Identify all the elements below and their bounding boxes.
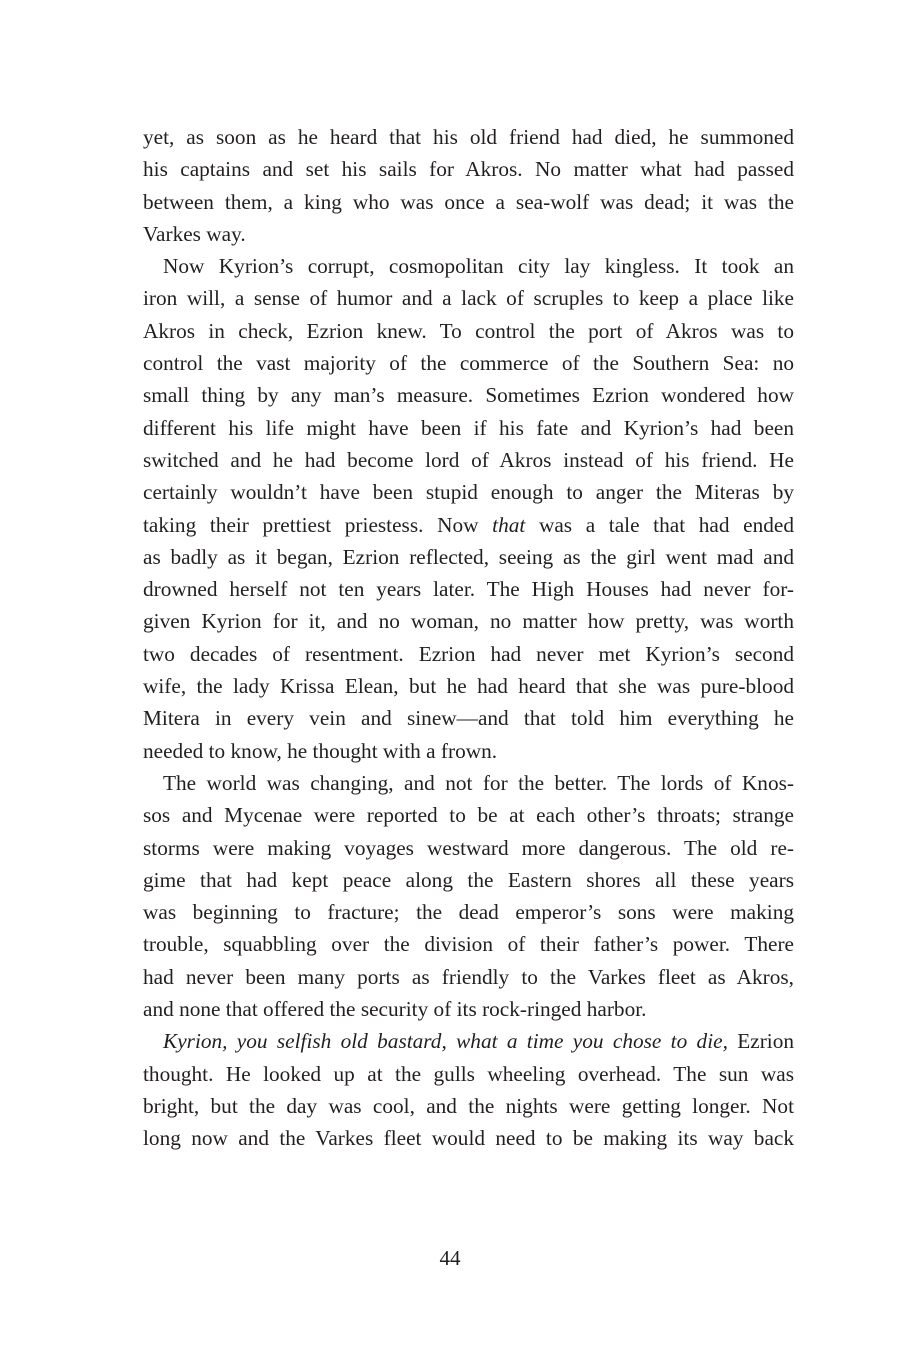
text-line	[143, 605, 794, 637]
text-line	[143, 1090, 794, 1122]
body-text	[143, 121, 794, 1155]
text-run: drowned herself not ten years later. The High Houses had never for-	[143, 577, 794, 602]
text-run: had never been many ports as friendly to the Varkes fleet as Akros,	[143, 964, 794, 989]
text-run: different his life might have been if his fate and Kyrion’s had been	[143, 415, 794, 440]
text-run: was beginning to fracture; the dead emperor’s sons were making	[143, 900, 794, 925]
text-line	[143, 476, 794, 508]
text-run: given Kyrion for it, and no woman, no matter how pretty, was worth	[143, 609, 794, 634]
italic-text: Kyrion, you selfish old bastard, what a time you chose to die,	[163, 1029, 728, 1054]
text-run: control the vast majority of the commerce of the Southern Sea: no	[143, 351, 794, 376]
text-line	[143, 896, 794, 928]
text-run: small thing by any man’s measure. Sometimes Ezrion wondered how	[143, 383, 794, 408]
text-run: sos and Mycenae were reported to be at each other’s throats; strange	[143, 803, 794, 828]
text-run: Mitera in every vein and sinew—and that told him everything he	[143, 706, 794, 731]
text-run: needed to know, he thought with a frown.	[143, 738, 498, 763]
text-line	[143, 864, 794, 896]
text-line	[143, 347, 794, 379]
text-line	[143, 218, 794, 250]
text-run: Varkes way.	[143, 221, 246, 246]
text-run: trouble, squabbling over the division of their father’s power. There	[143, 932, 794, 957]
text-line	[143, 928, 794, 960]
text-line	[143, 1058, 794, 1090]
text-line	[143, 379, 794, 411]
text-line	[143, 186, 794, 218]
text-run: switched and he had become lord of Akros instead of his friend. He	[143, 447, 794, 472]
text-run: two decades of resentment. Ezrion had never met Kyrion’s second	[143, 641, 794, 666]
text-line	[143, 767, 794, 799]
text-line	[143, 799, 794, 831]
text-line	[143, 509, 794, 541]
text-line	[143, 638, 794, 670]
text-run: taking their prettiest priestess. Now	[143, 512, 493, 537]
text-run: bright, but the day was cool, and the nights were getting longer. Not	[143, 1093, 794, 1118]
text-line	[143, 702, 794, 734]
text-line	[143, 412, 794, 444]
text-run: The world was changing, and not for the better. The lords of Knos-	[163, 770, 794, 795]
text-line	[143, 315, 794, 347]
text-line	[143, 153, 794, 185]
text-line	[143, 735, 794, 767]
page-number: 44	[439, 1246, 461, 1270]
text-line	[143, 670, 794, 702]
text-line	[143, 573, 794, 605]
text-line	[143, 250, 794, 282]
text-line	[143, 961, 794, 993]
text-line	[143, 121, 794, 153]
text-run: Ezrion	[727, 1029, 794, 1054]
text-run: between them, a king who was once a sea-wolf was dead; it was the	[143, 189, 794, 214]
text-line	[143, 444, 794, 476]
text-run: was a tale that had ended	[525, 512, 794, 537]
text-run: iron will, a sense of humor and a lack of scruples to keep a place like	[143, 286, 794, 311]
text-line	[143, 832, 794, 864]
text-run: thought. He looked up at the gulls wheeling overhead. The sun was	[143, 1061, 794, 1086]
text-run: storms were making voyages westward more dangerous. The old re-	[143, 835, 794, 860]
text-run: long now and the Varkes fleet would need to be making its way back	[143, 1126, 794, 1151]
text-run: yet, as soon as he heard that his old friend had died, he summoned	[143, 125, 794, 149]
text-line	[143, 1122, 794, 1154]
text-line	[143, 541, 794, 573]
text-run: as badly as it began, Ezrion reflected, seeing as the girl went mad and	[143, 544, 794, 569]
text-line	[143, 282, 794, 314]
text-run: Now Kyrion’s corrupt, cosmopolitan city lay kingless. It took an	[163, 254, 794, 279]
text-line	[143, 993, 794, 1025]
italic-text: that	[492, 512, 526, 537]
text-run: Akros in check, Ezrion knew. To control the port of Akros was to	[143, 318, 794, 343]
text-line	[143, 1025, 794, 1057]
text-run: his captains and set his sails for Akros. No matter what had passed	[143, 157, 794, 182]
text-run: and none that offered the security of its rock-ringed harbor.	[143, 997, 647, 1022]
text-run: wife, the lady Krissa Elean, but he had heard that she was pure-blood	[143, 674, 794, 699]
text-run: certainly wouldn’t have been stupid enough to anger the Miteras by	[143, 480, 794, 505]
text-run: gime that had kept peace along the Eastern shores all these years	[143, 867, 794, 892]
